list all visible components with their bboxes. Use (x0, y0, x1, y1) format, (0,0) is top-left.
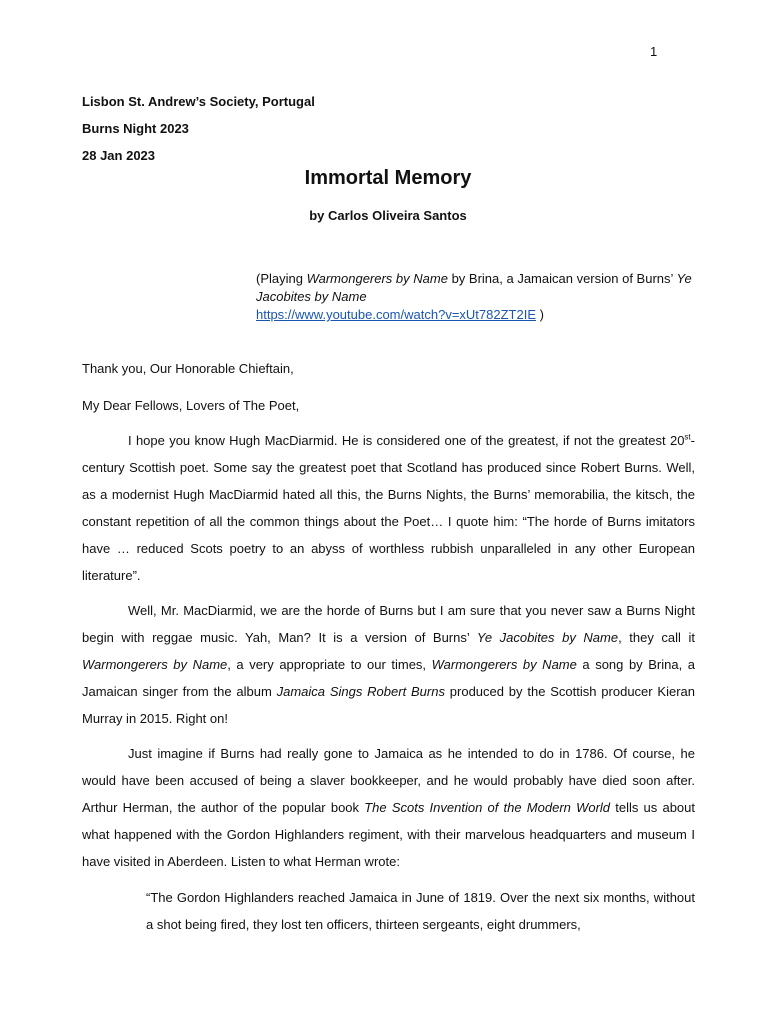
note-open: (Playing (256, 271, 307, 286)
header-organization: Lisbon St. Andrew’s Society, Portugal (82, 94, 315, 109)
paragraph-jamaica (82, 740, 695, 875)
header-event: Burns Night 2023 (82, 121, 189, 136)
note-close: ) (536, 307, 544, 322)
p2-text-b: , they call it (618, 630, 695, 645)
page-number: 1 (650, 44, 658, 59)
p2-text-a: Well, Mr. MacDiarmid, we are the horde of Burns but I am sure that you never saw a Burns Night begin with reggae music. Yah, Man? It is a version of Burns’ (82, 603, 695, 645)
page-title: Immortal Memory (304, 167, 472, 189)
byline: by Carlos Oliveira Santos (309, 208, 467, 223)
salutation-chieftain: Thank you, Our Honorable Chieftain, (82, 361, 294, 376)
salutation-fellows: My Dear Fellows, Lovers of The Poet, (82, 398, 300, 413)
p2-text-e: produced by the Scottish producer Kieran Murray in 2015. Right on! (82, 684, 695, 726)
p2-text-c: , a very appropriate to our times, (227, 657, 432, 672)
music-note (256, 270, 696, 324)
p2-title-warmongerers-1: Warmongerers by Name (82, 657, 228, 672)
block-quote: “The Gordon Highlanders reached Jamaica in June of 1819. Over the next six months, without a shot being fired, they lost ten officers, thirteen sergeants, eight drummers, (146, 890, 695, 932)
p2-album-title: Jamaica Sings Robert Burns (276, 684, 445, 699)
paragraph-reggae (82, 597, 695, 732)
p2-title-ye-jacobites: Ye Jacobites by Name (476, 630, 619, 645)
note-mid: by Brina, a Jamaican version of Burns’ (447, 271, 677, 286)
header-date: 28 Jan 2023 (82, 148, 156, 163)
note-song-title: Warmongerers by Name (306, 271, 448, 286)
paragraph-macdiarmid (82, 427, 695, 589)
youtube-link[interactable]: https://www.youtube.com/watch?v=xUt782ZT2IE (256, 307, 536, 322)
p3-book-title: The Scots Invention of the Modern World (364, 800, 611, 815)
p3-text-a: Just imagine if Burns had really gone to Jamaica as he intended to do in 1786. Of course, he would have been accused of being a slaver bookkeeper, and he would probably have died soon after. Arthur Herman, the author of the popular book (82, 746, 695, 815)
p1-text-b: -century Scottish poet. Some say the greatest poet that Scotland has produced since Robert Burns. Well, as a modernist Hugh MacDiarmid hated all this, the Burns Nights, the Burns’ memorabilia, the kitsch, the constant repetition of all the common things about the Poet… I quote him: “The horde of Burns imitators have … reduced Scots poetry to an abyss of worthless rubbish unparalleled in any other European literature”. (82, 433, 695, 583)
note-original-title: Ye Jacobites by Name (256, 271, 692, 304)
p1-superscript: st (684, 432, 691, 442)
p2-text-d: a song by Brina, a Jamaican singer from the album (82, 657, 695, 699)
document-header (82, 88, 315, 169)
p1-text-a: I hope you know Hugh MacDiarmid. He is considered one of the greatest, if not the greatest 20 (128, 433, 685, 448)
p2-title-warmongerers-2: Warmongerers by Name (431, 657, 577, 672)
p3-text-b: tells us about what happened with the Gordon Highlanders regiment, with their marvelous headquarters and museum I have visited in Aberdeen. Listen to what Herman wrote: (82, 800, 696, 869)
